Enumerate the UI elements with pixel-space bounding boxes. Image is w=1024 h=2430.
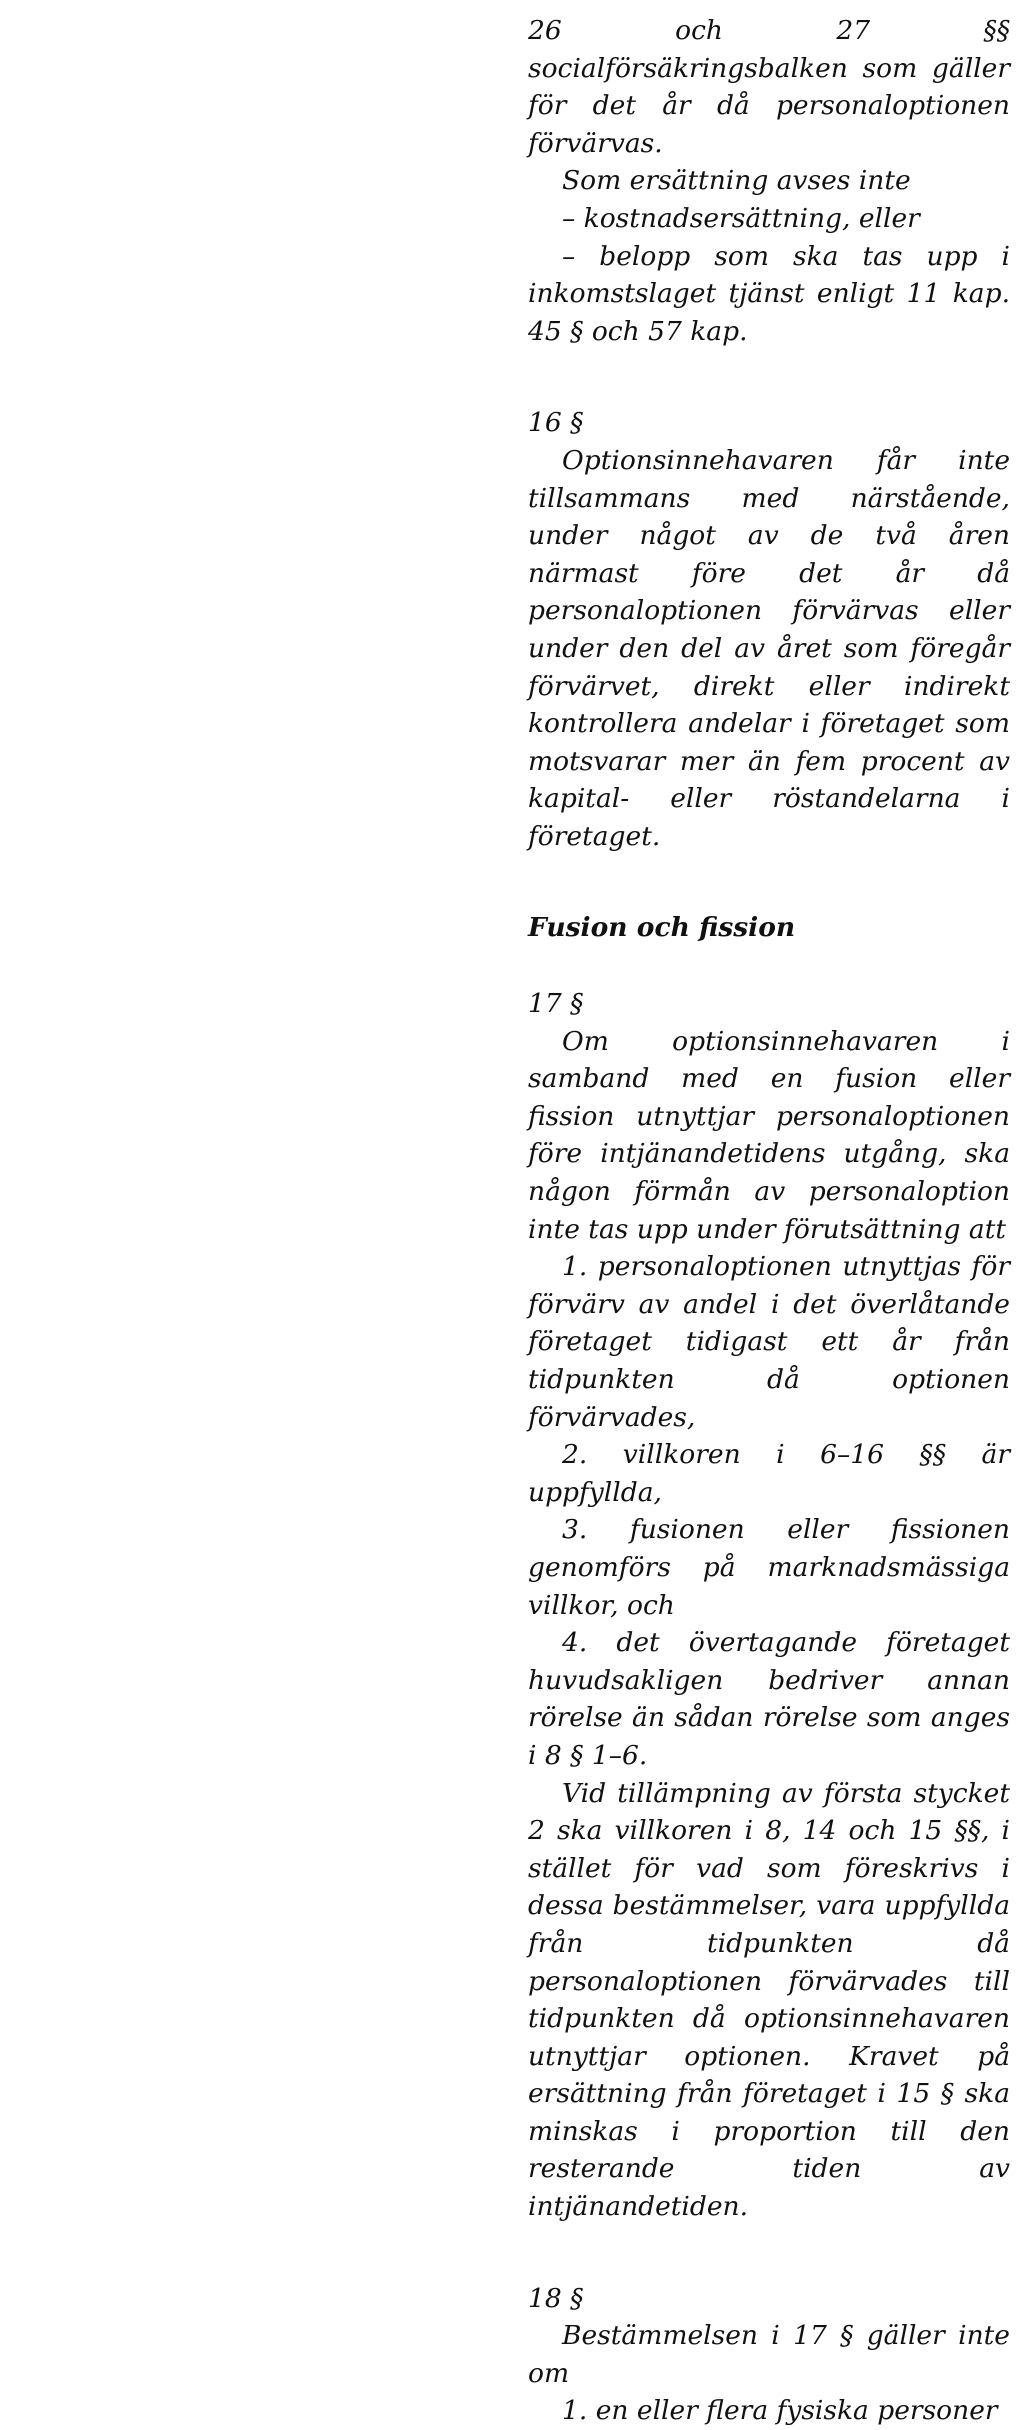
section-mark-16: 16 § — [528, 407, 584, 439]
section-16-text: Optionsinnehavaren får inte tillsammans med närstående, under något av de två åren närmast före det år då personaloptionen förvärvas eller under den del av året som föregår förvärvet, direkt eller indirekt kontrollera andelar i företaget som motsvarar mer än fem procent av kapital- eller röstandelarna i företaget. — [528, 444, 1010, 852]
document-column — [528, 12, 1010, 2430]
section-18-intro: Bestämmelsen i 17 § gäller inte om — [528, 2320, 1010, 2389]
list-item-dash-2: – belopp som ska tas upp i inkomstslaget tjänst enligt 11 kap. 45 § och 57 kap. — [528, 240, 1010, 347]
section-17-item-2: 2. villkoren i 6–16 §§ är uppfyllda, — [528, 1439, 1010, 1508]
section-17-item-1: 1. personaloptionen utnyttjas för förvärv av andel i det överlåtande företaget tidigast ett år från tidpunkten då optionen förvärvades, — [528, 1251, 1010, 1433]
paragraph-carryover: 26 och 27 §§ socialförsäkringsbalken som gäller för det år då personaloptionen förvärvas. — [528, 15, 1010, 159]
section-17-item-3: 3. fusionen eller fissionen genomförs på marknadsmässiga villkor, och — [528, 1514, 1010, 1621]
section-17-item-4: 4. det övertagande företaget huvudsakligen bedriver annan rörelse än sådan rörelse som anges i 8 § 1–6. — [528, 1627, 1010, 1771]
section-mark-18: 18 § — [528, 2282, 584, 2314]
list-item-dash-1: – kostnadsersättning, eller — [562, 202, 920, 234]
section-heading-fusion: Fusion och fission — [528, 912, 796, 944]
section-18-item-1: 1. en eller flera fysiska personer — [562, 2395, 998, 2427]
section-17-intro: Om optionsinnehavaren i samband med en fusion eller fission utnyttjar personaloptionen före intjänandetidens utgång, ska någon förmån av personaloption inte tas upp under förutsättning att — [528, 1025, 1010, 1245]
section-mark-17: 17 § — [528, 988, 584, 1020]
paragraph-compensation-intro: Som ersättning avses inte — [562, 165, 911, 197]
section-17-closing: Vid tillämpning av första stycket 2 ska villkoren i 8, 14 och 15 §§, i stället för vad som föreskrivs i dessa bestämmelser, vara uppfyllda från tidpunkten då personaloptionen förvärvades till tidpunkten då optionsinnehavaren utnyttjar optionen. Kravet på ersättning från företaget i 15 § ska minskas i proportion till den resterande tiden av intjänandetiden. — [528, 1777, 1010, 2223]
